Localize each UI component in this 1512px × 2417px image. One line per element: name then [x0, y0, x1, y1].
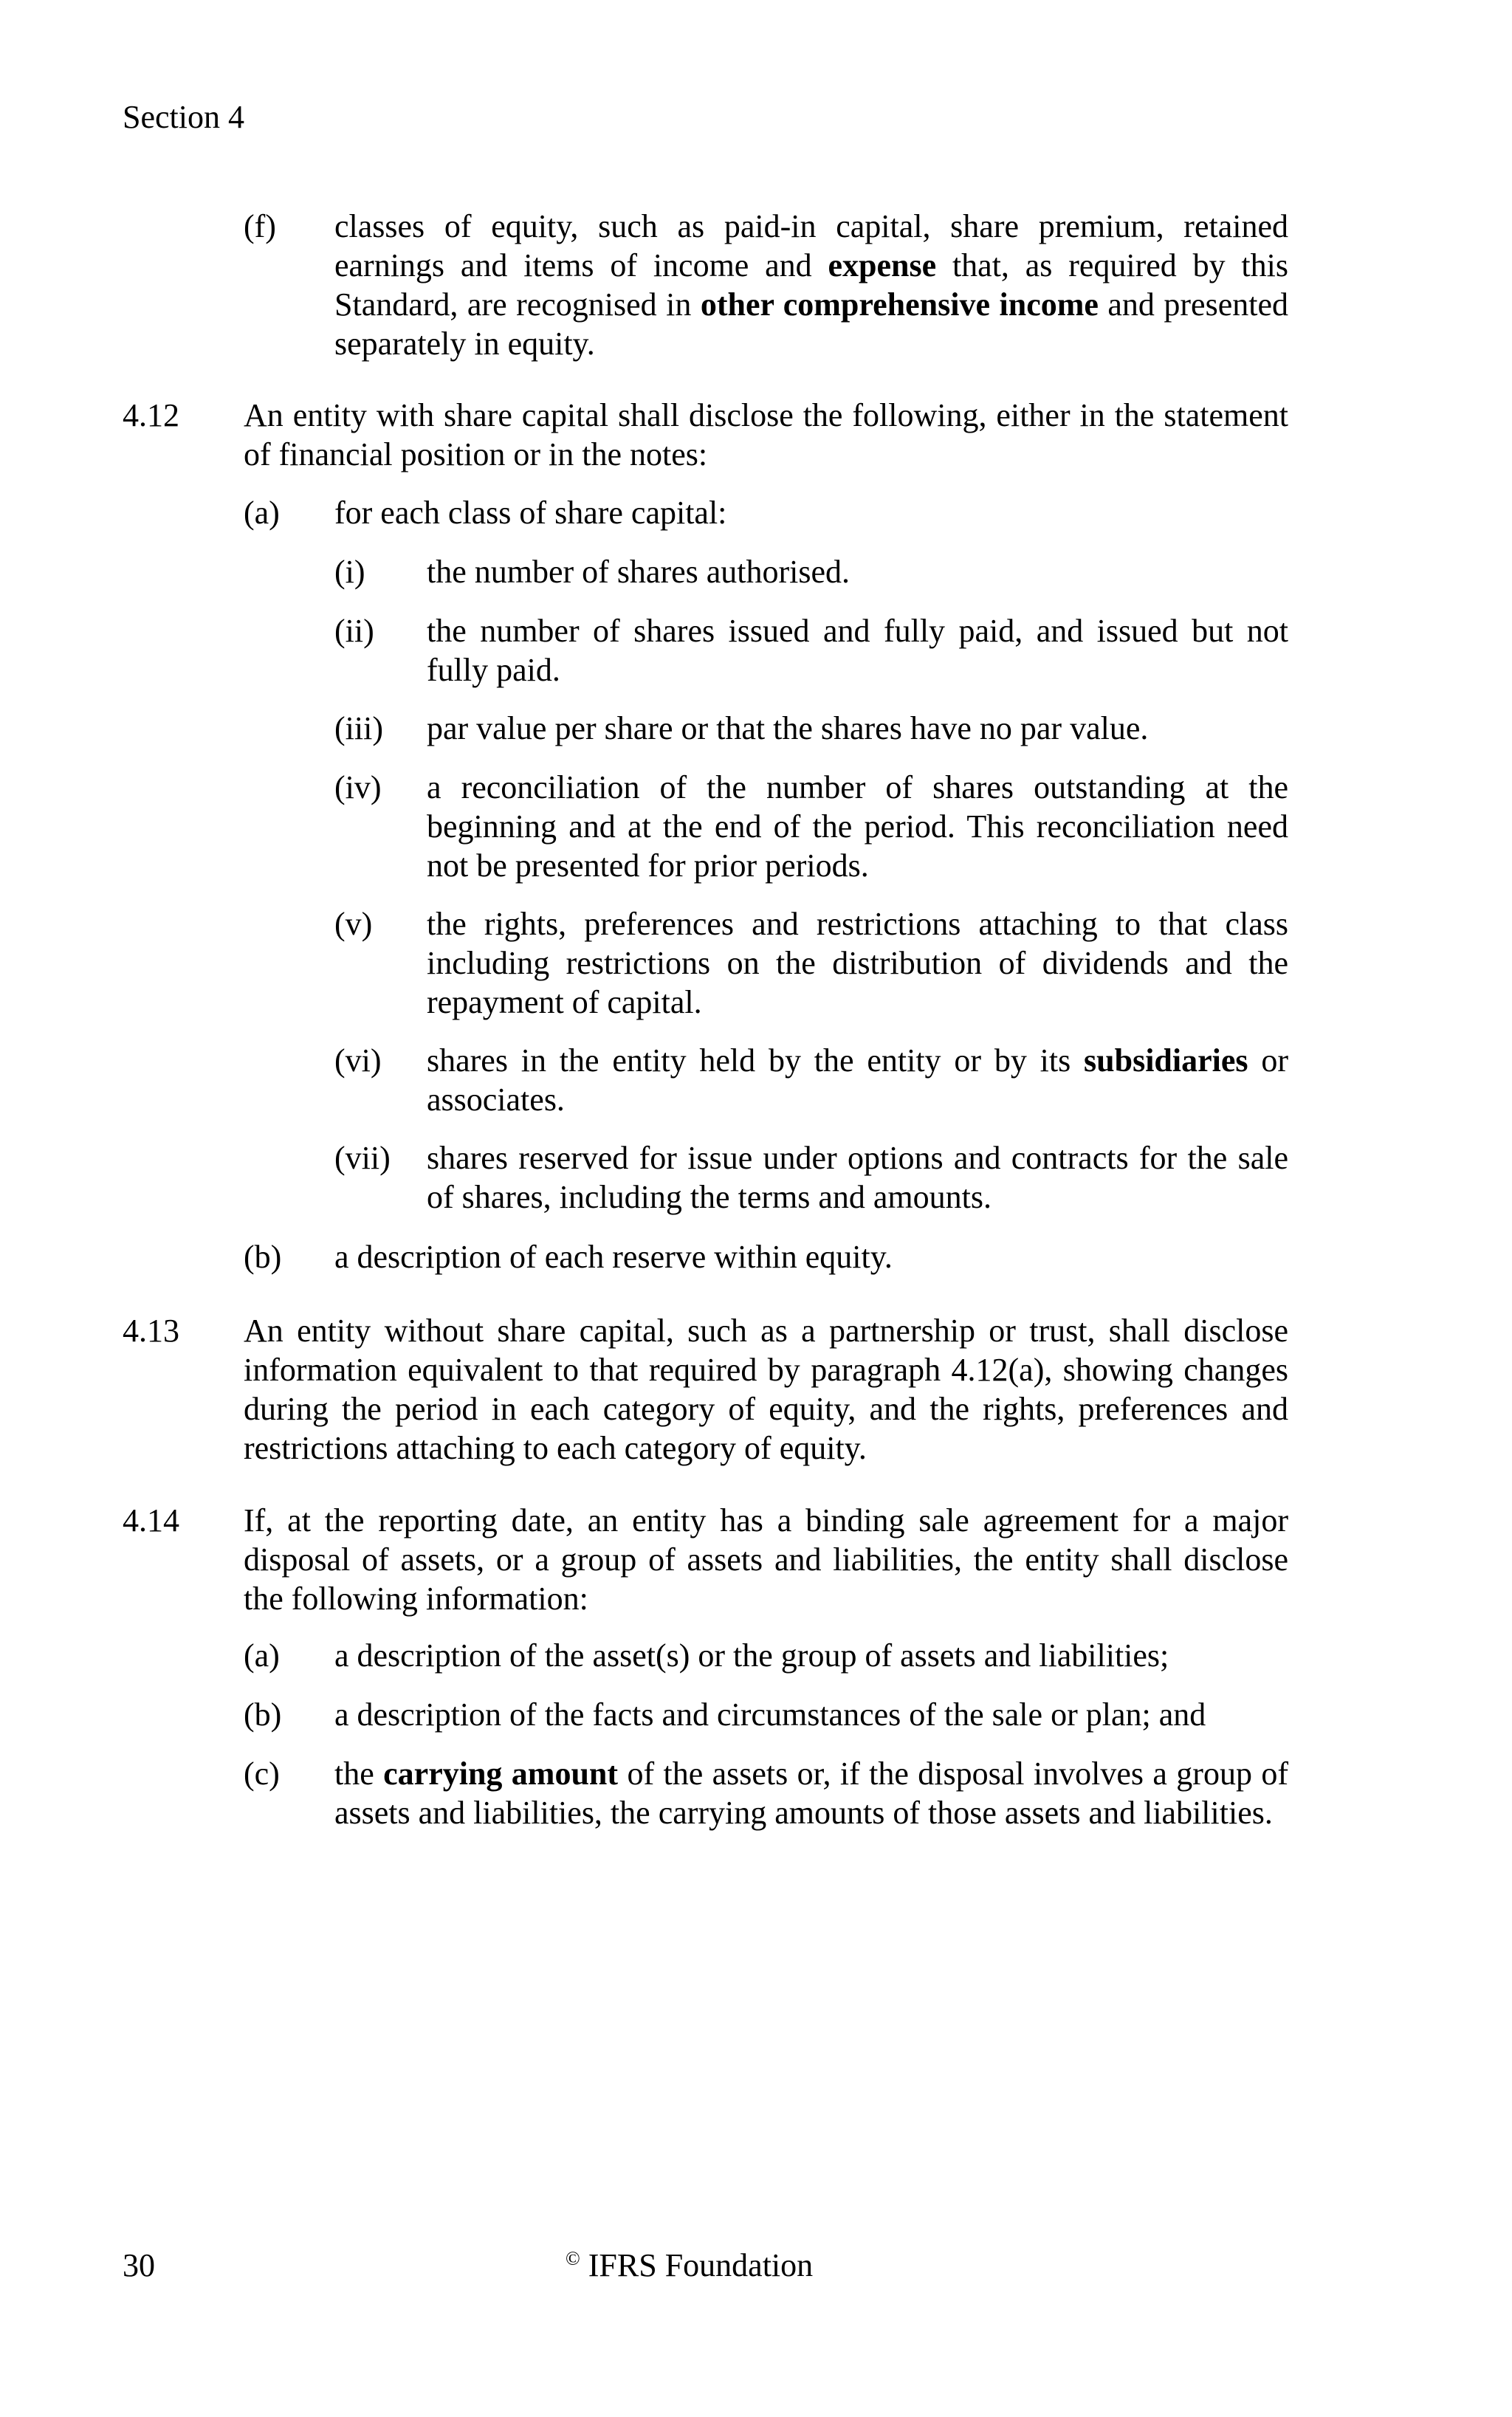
term-other-comprehensive-income: other comprehensive income	[700, 286, 1099, 323]
item-f-text	[334, 207, 1288, 363]
sub-vi-text-1: shares in the entity held by the entity or by its	[427, 1042, 1085, 1079]
sub-vi-text	[427, 1041, 1288, 1119]
term-subsidiaries: subsidiaries	[1084, 1042, 1248, 1079]
para-4-14-a-text: a description of the asset(s) or the group of assets and liabilities;	[334, 1637, 1169, 1674]
item-f-label: (f)	[244, 208, 276, 244]
item-f-text-3: and presented separately in equity.	[334, 286, 1288, 362]
para-4-14-c-label: (c)	[244, 1756, 280, 1792]
running-header: Section 4	[123, 99, 244, 135]
term-expense: expense	[828, 247, 937, 283]
para-4-13-text: An entity without share capital, such as a partnership or trust, shall disclose information equivalent to that required by paragraph 4.12(a), showing changes during the period in each category of equity, and the rights, preferences and restrictions attaching to each category of equity.	[244, 1313, 1288, 1466]
sub-i-label: (i)	[334, 554, 365, 590]
copyright-symbol: ©	[566, 2247, 580, 2269]
sub-v-text: the rights, preferences and restrictions attaching to that class including restrictions on the distribution of dividends and the repayment of capital.	[427, 906, 1288, 1020]
sub-v-label: (v)	[334, 906, 373, 942]
para-4-12-b-text: a description of each reserve within equity.	[334, 1239, 893, 1275]
para-4-13-number: 4.13	[123, 1313, 179, 1349]
para-4-14-b-label: (b)	[244, 1696, 282, 1733]
para-4-12-a-text: for each class of share capital:	[334, 495, 727, 531]
sub-ii-label: (ii)	[334, 613, 374, 649]
page-number: 30	[123, 2247, 155, 2283]
para-4-12-a-label: (a)	[244, 495, 280, 531]
para-4-14-b-text: a description of the facts and circumstances of the sale or plan; and	[334, 1696, 1206, 1733]
para-4-12-number: 4.12	[123, 397, 179, 433]
para-4-14-c-text	[334, 1754, 1288, 1832]
sub-ii-text: the number of shares issued and fully paid, and issued but not fully paid.	[427, 613, 1288, 688]
para-4-12-b-label: (b)	[244, 1239, 282, 1275]
para-4-14-c-text-2: of the assets or, if the disposal involves a group of assets and liabilities, the carrying amounts of those assets and liabilities.	[334, 1756, 1288, 1831]
sub-vi-text-2: or associates.	[427, 1042, 1288, 1118]
item-f-text-1: classes of equity, such as paid-in capital, share premium, retained earnings and items of income and	[334, 208, 1288, 283]
sub-vi-label: (vi)	[334, 1042, 382, 1079]
term-carrying-amount: carrying amount	[383, 1756, 619, 1792]
sub-iii-text: par value per share or that the shares have no par value.	[427, 710, 1149, 746]
para-4-14-text: If, at the reporting date, an entity has a binding sale agreement for a major disposal of assets, or a group of assets and liabilities, the entity shall disclose the following information:	[244, 1502, 1288, 1617]
para-4-14-a-label: (a)	[244, 1637, 280, 1674]
para-4-12-text: An entity with share capital shall disclose the following, either in the statement of financial position or in the notes:	[244, 397, 1288, 472]
sub-vii-text: shares reserved for issue under options and contracts for the sale of shares, including the terms and amounts.	[427, 1140, 1288, 1215]
copyright-text: IFRS Foundation	[580, 2247, 814, 2283]
footer-copyright	[566, 2246, 861, 2285]
para-4-14-c-text-1: the	[334, 1756, 384, 1792]
sub-iii-label: (iii)	[334, 710, 383, 746]
sub-iv-text: a reconciliation of the number of shares outstanding at the beginning and at the end of the period. This reconciliation need not be presented for prior periods.	[427, 769, 1288, 884]
sub-iv-label: (iv)	[334, 769, 382, 805]
para-4-14-number: 4.14	[123, 1502, 179, 1538]
sub-vii-label: (vii)	[334, 1140, 391, 1176]
item-f-text-2: that, as required by this Standard, are recognised in	[334, 247, 1288, 323]
sub-i-text: the number of shares authorised.	[427, 554, 850, 590]
